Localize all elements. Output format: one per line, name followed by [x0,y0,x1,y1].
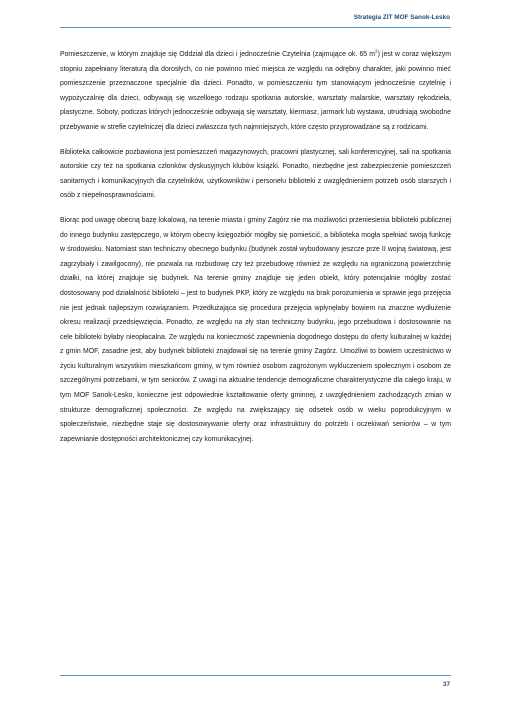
footer-divider [60,675,451,676]
document-header-title: Strategia ZIT MOF Sanok-Lesko [353,14,450,21]
paragraph [60,48,451,136]
superscript: 2 [375,48,378,54]
paragraph: Biblioteka całkowicie pozbawiona jest pomieszczeń magazynowych, pracowni plastycznej, sali konferencyjnej, sali na spotkania autorskie czy też na spotkania członków dyskusyjnych klubów książki. Ponadto, niezbędne jest zabezpieczenie pomieszczeń sanitarnych i komunikacyjnych dla czytelników, użytkowników i personelu biblioteki z uwzględnieniem potrzeb osób starszych i osób z niepełnosprawnościami. [60,148,451,200]
document-body [60,48,451,457]
paragraph: Biorąc pod uwagę obecną bazę lokalową, na terenie miasta i gminy Zagórz nie ma możliwości przeniesienia biblioteki publicznej do innego budynku zastępczego, w którym obecny księgozbiór mógłby się pomieścić, a biblioteka mogła spełniać swoją funkcję w środowisku. Natomiast stan techniczny obecnego budynku (budynek został wybudowany jeszcze prze II wojną światową, jest zagrzybiały i zawilgocony), nie pozwala na rozbudowę czy też przebudowę również ze względu na ograniczoną powierzchnię działki, na której znajduje się budynek. Na terenie gminy znajduje się jeden obiekt, który potencjalnie mógłby zostać dostosowany pod działalność biblioteki – jest to budynek PKP, który ze względu na brak porozumienia w sprawie jego przejęcia nie jest jednak najlepszym rozwiązaniem. Przedłużająca się procedura przejęcia wpłynęłaby bowiem na znaczne wydłużenie okresu realizacji przedsięwzięcia. Ponadto, ze względu na zły stan techniczny budynku, jego przebudowa i dostosowanie na cele biblioteki byłaby nieopłacalna. Ze względu na konieczność zapewnienia dogodnego dostępu do oferty kulturalnej w każdej z gmin MOF, zasadne jest, aby budynek biblioteki znajdował się na terenie gminy Zagórz. Umożliwi to bowiem uczestnictwo w życiu kulturalnym wszystkim mieszkańcom gminy, w tym również osobom zagrożonym wykluczeniem społecznym i osobom ze szczególnymi potrzebami, w tym seniorów. Z uwagi na aktualne tendencje demograficzne charakterystyczne dla całego kraju, w tym MOF Sanok-Lesko, konieczne jest odpowiednie kształtowanie oferty gminnej, z uwzględnieniem zachodzących zmian w strukturze demograficznej społeczności. Ze względu na zwiększający się odsetek osób w wieku poprodukcyjnym w społeczeństwie, niezbędne staje się dostosowywanie oferty oraz infrastruktury do potrzeb i oczekiwań seniorów – w tym zapewnianie dostępności architektonicznej czy komunikacyjnej. [60,216,451,443]
header-divider [60,27,451,28]
page-number: 37 [442,681,450,688]
paragraph-text: ) jest w coraz większym stopniu zapełniany literaturą dla dorosłych, co nie powinno mieć miejsca ze względu na odrębny charakter, jaki powinno mieć pomieszczenie przeznaczone specjalnie dla dzieci. Ponadto, w pomieszczeniu tym stanowiącym jednocześnie czytelnię i wypożyczalnię dla dzieci, odbywają się wszelkiego rodzaju spotkania autorskie, warsztaty malarskie, warsztaty rękodzieła, plastyczne. Soboty, podczas których jednocześnie odbywają się warsztaty, kiermasz, jarmark lub wystawa, utrudniają swobodne przebywanie w strefie czytelniczej dla dzieci zwłaszcza tych najmniejszych, które często przyprowadzane są z rodzicami. [60,51,451,131]
paragraph-text: Pomieszczenie, w którym znajduje się Oddział dla dzieci i jednocześnie Czytelnia (zajmujące ok. 65 m [60,51,376,58]
